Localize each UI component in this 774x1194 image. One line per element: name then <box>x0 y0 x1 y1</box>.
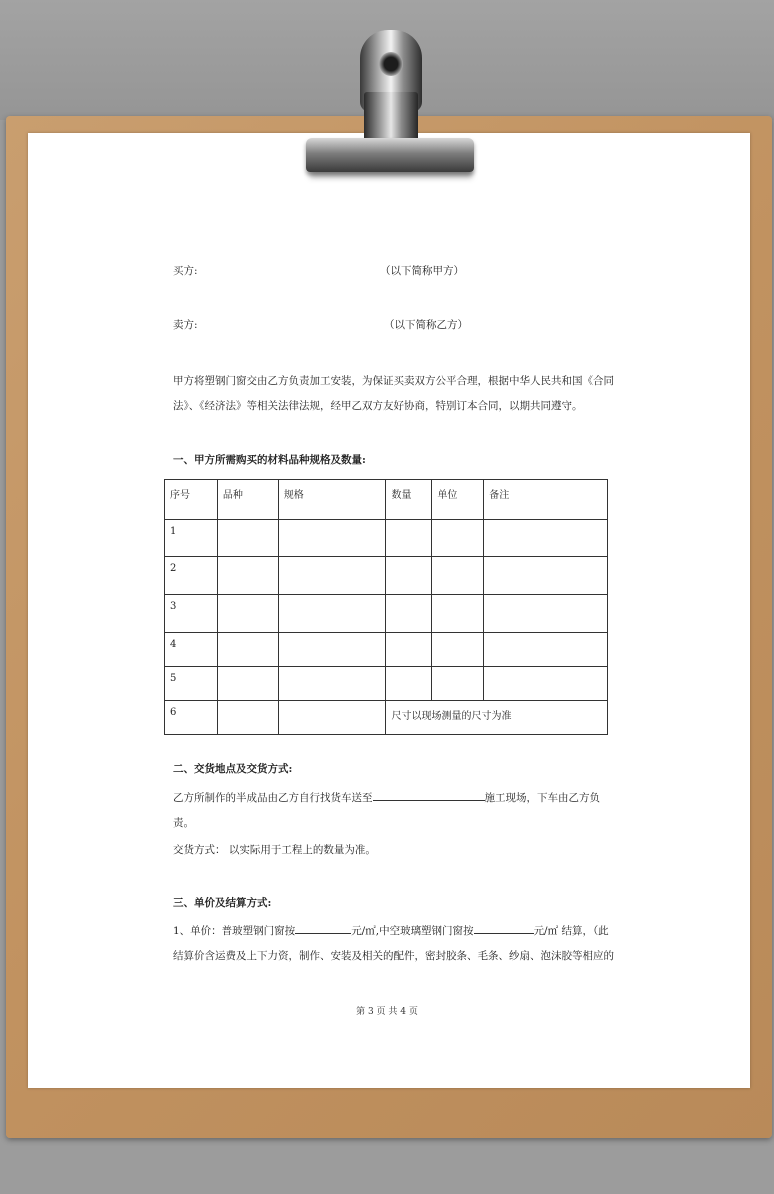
row-index: 2 <box>165 557 218 595</box>
header-cell: 备注 <box>484 480 608 520</box>
delivery-line-1 <box>173 789 600 805</box>
table-cell <box>278 667 386 701</box>
header-cell: 规格 <box>278 480 386 520</box>
table-cell <box>484 633 608 667</box>
header-cell: 数量 <box>386 480 432 520</box>
price-text-a: 1、单价：普玻塑钢门窗按 <box>173 925 296 937</box>
seller-label: 卖方: <box>173 319 198 331</box>
materials-table <box>164 479 608 735</box>
table-cell <box>484 667 608 701</box>
table-row <box>165 595 608 633</box>
table-cell <box>278 633 386 667</box>
table-cell <box>432 520 484 557</box>
table-cell <box>432 667 484 701</box>
table-cell <box>217 633 278 667</box>
price-text-c: 元/㎡ 结算，（此 <box>533 925 609 937</box>
price-line-2: 结算价含运费及上下力资，制作、安装及相关的配件，密封胶条、毛条、纱扇、泡沫胶等相应的 <box>173 950 614 962</box>
table-cell <box>217 701 278 735</box>
row-index: 5 <box>165 667 218 701</box>
table-cell <box>386 557 432 595</box>
table-cell <box>278 520 386 557</box>
buyer-label: 买方: <box>173 265 198 277</box>
row-index: 1 <box>165 520 218 557</box>
price-text-b: 元/㎡,中空玻璃塑钢门窗按 <box>351 925 474 937</box>
section-2-title: 二、交货地点及交货方式: <box>173 763 293 775</box>
table-cell <box>278 557 386 595</box>
table-row <box>165 520 608 557</box>
intro-line-1: 甲方将塑钢门窗交由乙方负责加工安装，为保证买卖双方公平合理，根据中华人民共和国《合同 <box>173 375 614 387</box>
clip-hole <box>379 52 403 76</box>
table-cell <box>217 595 278 633</box>
buyer-note: （以下简称甲方） <box>380 265 464 277</box>
table-cell <box>386 595 432 633</box>
header-cell: 品种 <box>217 480 278 520</box>
delivery-text-b: 施工现场，下车由乙方负 <box>484 792 600 804</box>
table-cell <box>217 520 278 557</box>
table-cell <box>432 557 484 595</box>
delivery-method: 交货方式： 以实际用于工程上的数量为准。 <box>173 844 376 856</box>
header-cell: 序号 <box>165 480 218 520</box>
table-cell <box>386 520 432 557</box>
table-cell <box>217 557 278 595</box>
table-cell <box>386 667 432 701</box>
table-cell <box>432 595 484 633</box>
section-3-title: 三、单价及结算方式: <box>173 897 272 909</box>
seller-note: （以下简称乙方） <box>384 319 468 331</box>
intro-line-2: 法》、《经济法》等相关法律法规，经甲乙双方友好协商，特别订本合同，以期共同遵守。 <box>173 400 583 412</box>
price-blank-1 <box>295 922 351 934</box>
table-cell <box>484 595 608 633</box>
table-header-row <box>165 480 608 520</box>
table-row <box>165 557 608 595</box>
page-footer: 第 3 页 共 4 页 <box>356 1007 418 1017</box>
table-row <box>165 633 608 667</box>
table-cell <box>484 520 608 557</box>
price-line-1 <box>173 922 609 938</box>
table-row <box>165 667 608 701</box>
table-cell <box>278 595 386 633</box>
header-cell: 单位 <box>432 480 484 520</box>
table-cell <box>217 667 278 701</box>
table-cell <box>386 633 432 667</box>
destination-blank <box>373 789 485 801</box>
row-index: 3 <box>165 595 218 633</box>
table-cell <box>484 557 608 595</box>
table-row <box>165 701 608 735</box>
row-index: 6 <box>165 701 218 735</box>
price-blank-2 <box>474 922 534 934</box>
delivery-text-a: 乙方所制作的半成品由乙方自行找货车送至 <box>173 792 373 804</box>
table-cell <box>432 633 484 667</box>
merged-note-cell: 尺寸以现场测量的尺寸为准 <box>386 701 608 735</box>
table-cell <box>278 701 386 735</box>
clip-bar <box>306 138 474 172</box>
delivery-line-2: 责。 <box>173 817 194 829</box>
row-index: 4 <box>165 633 218 667</box>
section-1-title: 一、甲方所需购买的材料品种规格及数量: <box>173 454 366 466</box>
